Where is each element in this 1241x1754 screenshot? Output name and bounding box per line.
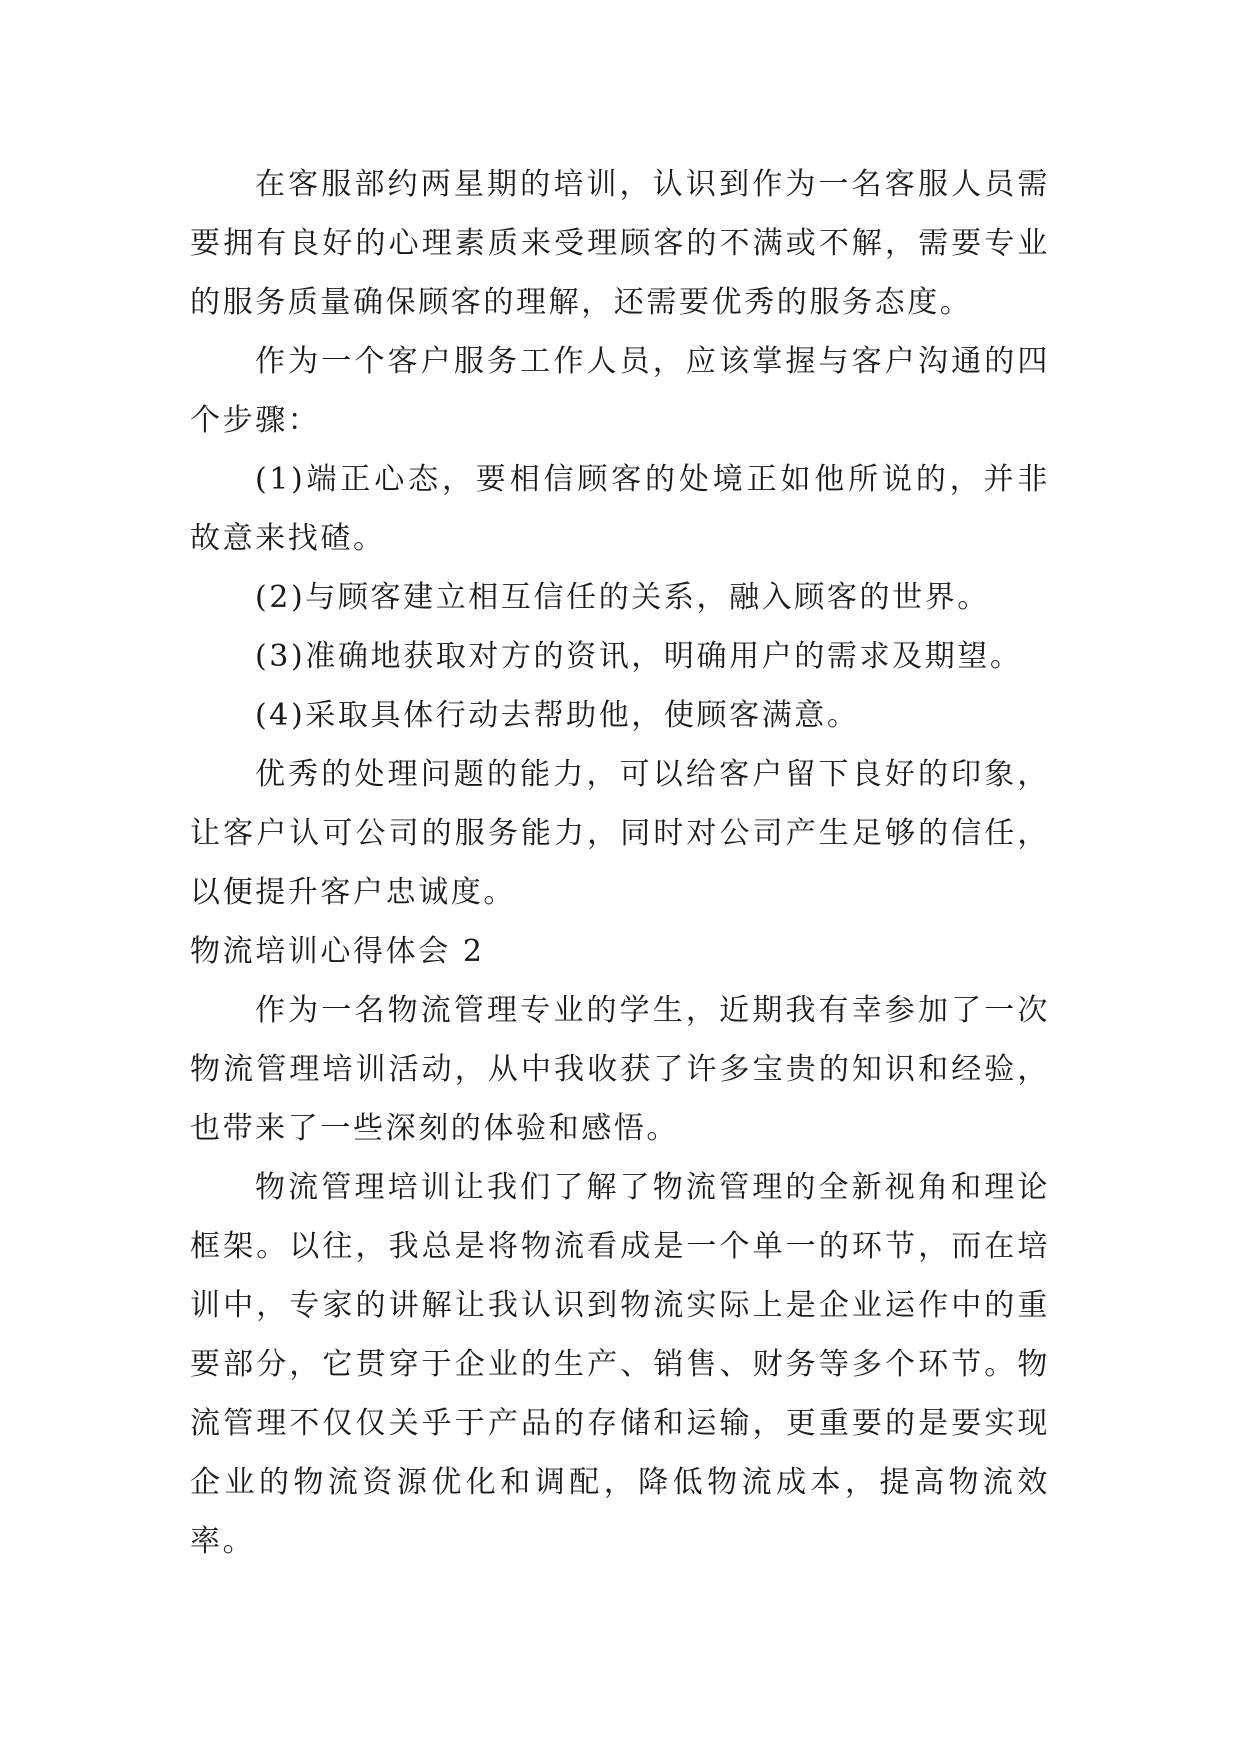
paragraph-four-steps-intro: 作为一个客户服务工作人员，应该掌握与客户沟通的四个步骤： <box>190 344 1050 438</box>
paragraph-step-1: (1)端正心态，要相信顾客的处境正如他所说的，并非故意来找碴。 <box>190 462 1050 556</box>
paragraph-logistics-perspective: 物流管理培训让我们了解了物流管理的全新视角和理论框架。以往，我总是将物流看成是一个单一的环节，而在培训中，专家的讲解让我认识到物流实际上是企业运作中的重要部分，它贯穿于企业的生产、销售、财务等多个环节。物流管理不仅仅关乎于产品的存储和运输，更重要的是要实现企业的物流资源优化和调配，降低物流成本，提高物流效率。 <box>190 1170 1050 1559</box>
section-title: 物流培训心得体会 2 <box>190 934 485 969</box>
document-body <box>190 155 1050 1571</box>
paragraph-step-4: (4)采取具体行动去帮助他，使顾客满意。 <box>255 698 860 733</box>
paragraph-problem-solving: 优秀的处理问题的能力，可以给客户留下良好的印象，让客户认可公司的服务能力，同时对公司产生足够的信任，以便提升客户忠诚度。 <box>190 757 1050 910</box>
paragraph-step-2: (2)与顾客建立相互信任的关系，融入顾客的世界。 <box>255 580 990 615</box>
paragraph-step-3: (3)准确地获取对方的资讯，明确用户的需求及期望。 <box>255 639 1023 674</box>
paragraph-customer-service-training: 在客服部约两星期的培训，认识到作为一名客服人员需要拥有良好的心理素质来受理顾客的不满或不解，需要专业的服务质量确保顾客的理解，还需要优秀的服务态度。 <box>190 167 1050 320</box>
paragraph-logistics-training-intro: 作为一名物流管理专业的学生，近期我有幸参加了一次物流管理培训活动，从中我收获了许多宝贵的知识和经验，也带来了一些深刻的体验和感悟。 <box>190 993 1050 1146</box>
